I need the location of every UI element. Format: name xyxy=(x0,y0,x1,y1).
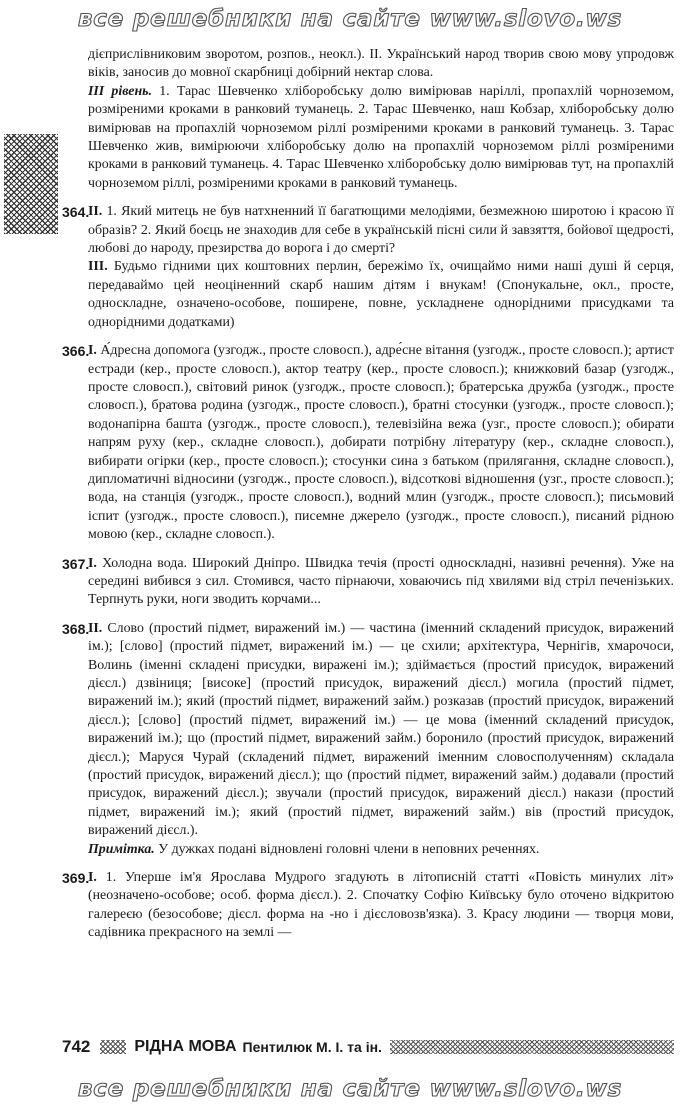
page-number: 742 xyxy=(62,1037,91,1056)
level3-paragraph xyxy=(62,83,674,193)
exercise-364-part-2 xyxy=(88,258,674,332)
footer-hatch-right xyxy=(390,1040,674,1054)
continuation-paragraph xyxy=(62,46,674,83)
book-author: Пентилюк М. І. та ін. xyxy=(242,1039,382,1055)
part-text: А́дресна допомога (узгодж., просте словосп.), адре́сне вітання (узгодж., просте словосп.); артист естради (кер., просте словосп.), актор театру (кер., просте словосп.); книжковий базар (узгодж., просте словосп.), світовий ринок (узгодж., просте словосп.); братерська дружба (узгодж., просте словосп.), братова родина (узгодж., просте словосп.), братні стосунки (узгодж., просте словосп.); водонапірна башта (узгодж., просте словосп.), телевізійна вежа (узг., просте словосп.); обирати напрям руху (кер., складне словосп.), добирати потрібну літературу (кер., складне словосп.), вибирати огірки (кер., просте словосп.); стосунки сина з батьком (прилягання, складне словосп.), дипломатичні відносини (узгодж., просте словосп.), відсоткові відношення (узг., просте словосп.); вода, на станція (узгодж., просте словосп.), водний млин (узгодж., просте словосп.); письмовий іспит (узгодж., просте словосп.), писемне джерело (узгодж., просте словосп.), писаний рідною мовою (кер., складне словосп.). xyxy=(88,343,674,543)
exercise-366-part-1 xyxy=(62,342,674,544)
margin-pattern-decoration xyxy=(4,134,58,234)
exercise-number: 367. xyxy=(62,555,90,572)
note-label: Примітка. xyxy=(88,841,155,857)
level3-text: 1. Тарас Шевченко хліборобську долю вимірював наріллі, пропахлій чорноземом, розміреними кроками в ранковий туманець. 2. Тарас Шевченко, наш Кобзар, хліборобську долю вимірював на пропахлій чорноземом ріллі розміреними кроками в ранковий туманець. 3. Тарас Шевченко жив, вимірюючи хліборобську долю на пропахлій чорноземом ріллі розміреними кроками в ранковий туманець. 4. Тарас Шевченко хліборобську долю вимірював тут, на пропахлій чорноземом ріллі, розміреними кроками в ранковий туманець. xyxy=(88,83,674,191)
part-label: ІІІ. xyxy=(88,259,108,275)
part-text: Слово (простий підмет, виражений ім.) — частина (іменний складений присудок, виражений ім.); [слово] (простий підмет, виражений ім.) — це схили; архітектура, Чернігів, хмарочоси, Волинь (іменні складені присудки, виражені ім.); здіймається (простий присудок, виражений дієсл.) дзвіниця; [високе] (простий присудок, виражений дієсл.) могила (простий підмет, виражений ім.); який (простий підмет, виражений займ.) розказав (простий присудок, виражений дієсл.); [слово] (простий підмет, виражений ім.) — це мова (іменний складений присудок, виражений ім.); що (простий підмет, виражений займ.) боронило (простий присудок, виражений дієсл.); Маруся Чурай (складений підмет, виражений іменним словосполученням) складала (простий присудок, виражений дієсл.); що (простий підмет, виражений займ.) додавали (простий присудок, виражений дієсл.); звучали (простий присудок, виражений дієсл.) накази (простий підмет, виражений ім.); який (простий підмет, виражений займ.) вів (простий присудок, виражений дієсл.). xyxy=(88,620,674,839)
page-content xyxy=(62,46,674,1026)
level3-label: ІІІ рівень. xyxy=(88,83,152,99)
exercise-number: 366. xyxy=(62,343,90,360)
exercise-364 xyxy=(62,203,674,332)
continuation-text: дієприслівниковим зворотом, розпов., неокл.). ІІ. Український народ творив свою мову упродовж віків, заносив до мовної скарбниці добірний нектар слова. xyxy=(88,47,674,81)
part-label: І. xyxy=(88,870,97,886)
exercise-368-part-1 xyxy=(62,620,674,841)
part-text: 1. Який митець не був натхненний її багатющими мелодіями, безмежною широтою і красою її образів? 2. Який боєць не знаходив для себе в українській пісні сили й завзяття, бойової щедрості, любові до народу, презирства до ворога і до смерті? xyxy=(88,204,674,257)
part-label: І. xyxy=(88,555,97,571)
note-text: У дужках подані відновлені головні члени в неповних реченнях. xyxy=(158,841,540,857)
watermark-banner-bottom: все решебники на сайте www.slovo.ws xyxy=(77,1076,623,1102)
footer-hatch-left xyxy=(100,1040,126,1054)
part-text: Будьмо гідними цих коштовних перлин, бережімо їх, очищаймо ними наші душі й серця, передаваймо цей неоціненний скарб нашим дітям і внукам! (Спонукальне, окл., просте, односкладне, означено-особове, поширене, повне, ускладнене однорідними присудками та однорідними додатками) xyxy=(88,259,674,330)
part-label: ІІ. xyxy=(88,620,103,636)
exercise-number: 364. xyxy=(62,204,90,221)
exercise-367 xyxy=(62,555,674,610)
exercise-369-part-1 xyxy=(62,869,674,943)
exercise-367-part-1 xyxy=(62,555,674,610)
exercise-366 xyxy=(62,342,674,544)
exercise-368-note xyxy=(88,841,674,859)
part-label: І. xyxy=(88,343,97,359)
watermark-banner-top: все решебники на сайте www.slovo.ws xyxy=(77,6,623,32)
exercise-364-part-1 xyxy=(62,203,674,258)
part-text: Холодна вода. Широкий Дніпро. Швидка течія (прості односкладні, називні речення). Уже на середині вибився з сил. Стомився, часто пірнаючи, ховаючись під хвилями від стріл печенізьких. Терпнуть руки, ноги зводить корчами... xyxy=(88,555,674,608)
part-label: ІІ. xyxy=(88,204,103,220)
book-title: РІДНА МОВА xyxy=(134,1038,237,1055)
exercise-number: 368. xyxy=(62,620,90,637)
exercise-number: 369. xyxy=(62,870,90,887)
part-text: 1. Уперше ім'я Ярослава Мудрого згадують в літописній статті «Повість минулих літ» (неозначено-особове; особ. форма дієсл.). 2. Спочатку Софію Київську було оточено відкритою галереєю (безособове; дієсл. форма на -но і дієсловозв'язка). 3. Красу людини — творця мови, садівника прекрасного на землі — xyxy=(88,870,674,941)
page-footer xyxy=(62,1034,674,1060)
exercise-368 xyxy=(62,620,674,859)
exercise-369 xyxy=(62,869,674,943)
